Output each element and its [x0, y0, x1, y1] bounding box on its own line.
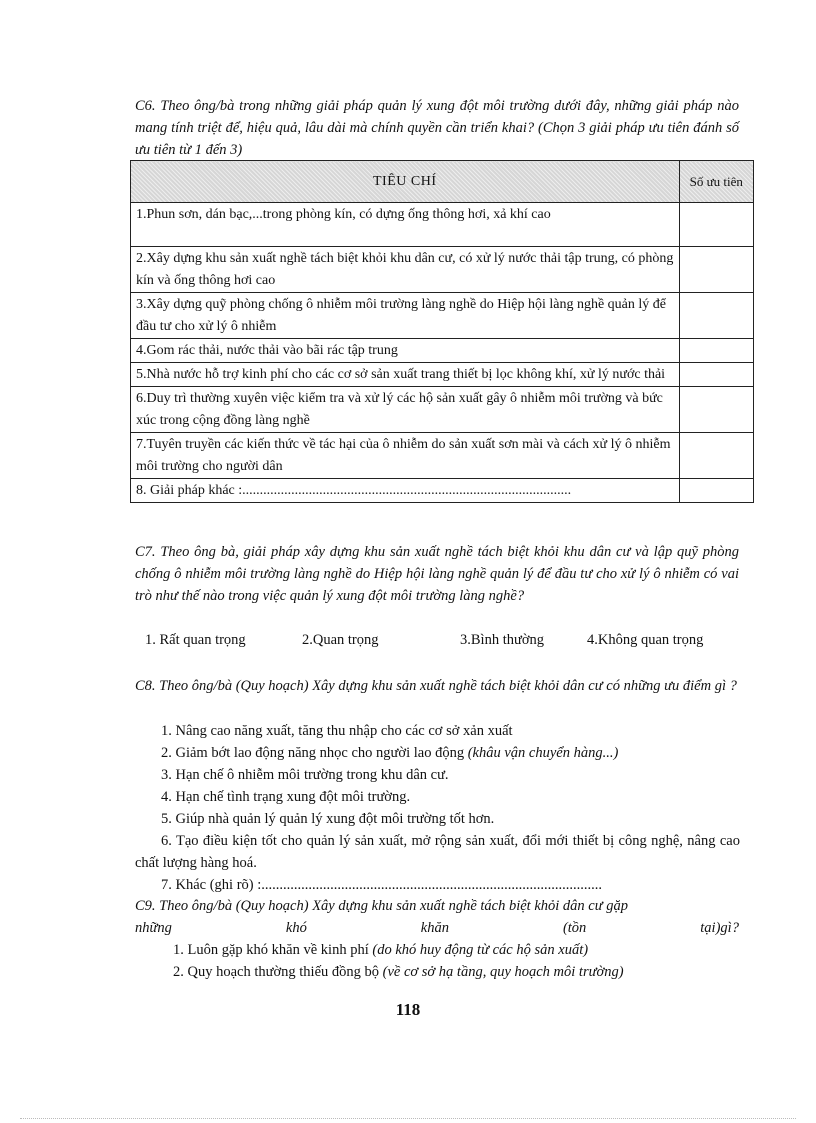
c9-word: tại)gì?	[700, 920, 739, 936]
criteria-cell: 1.Phun sơn, dán bạc,...trong phòng kín, có dựng ống thông hơi, xả khí cao	[131, 203, 680, 247]
c9-list	[135, 939, 740, 983]
item-text: 4. Hạn chế tình trạng xung đột môi trường.	[161, 789, 411, 805]
priority-cell[interactable]	[679, 339, 753, 363]
priority-cell[interactable]	[679, 247, 753, 293]
c9-line-2	[135, 917, 739, 939]
priority-cell[interactable]	[679, 363, 753, 387]
item-text: 6. Tạo điều kiện tốt cho quản lý sản xuất, mở rộng sản xuất, đổi mới thiết bị công nghệ, nâng cao chất lượng hàng hoá.	[135, 833, 740, 871]
option-1[interactable]: 1. Rất quan trọng	[145, 632, 246, 648]
question-c6: C6. Theo ông/bà trong những giải pháp quản lý xung đột môi trường dưới đây, những giải pháp nào mang tính triệt để, hiệu quả, lâu dài mà chính quyền cần triển khai? (Chọn 3 giải pháp ưu tiên đánh số ưu tiên từ 1 đến 3)	[135, 98, 739, 158]
c9-word: (tồn	[562, 920, 587, 936]
option-4[interactable]: 4.Không quan trọng	[587, 632, 704, 648]
c9-word: những	[135, 920, 172, 936]
item-text: 3. Hạn chế ô nhiễm môi trường trong khu dân cư.	[161, 767, 449, 783]
item-text: 1. Luôn gặp khó khăn về kinh phí	[173, 942, 373, 958]
list-item[interactable]	[135, 742, 740, 764]
list-item[interactable]	[135, 720, 740, 742]
criteria-table	[130, 160, 754, 503]
header-priority: Số ưu tiên	[679, 161, 753, 203]
item-text: 1. Nâng cao năng xuất, tăng thu nhập cho các cơ sở xản xuất	[161, 723, 513, 739]
list-item[interactable]	[135, 808, 740, 830]
table-row	[131, 387, 754, 433]
criteria-cell: 3.Xây dựng quỹ phòng chống ô nhiễm môi trường làng nghề do Hiệp hội làng nghề quản lý để đầu tư cho xử lý ô nhiễm	[131, 293, 680, 339]
item-note: (về cơ sở hạ tầng, quy hoạch môi trường)	[382, 964, 624, 980]
criteria-cell: 7.Tuyên truyền các kiến thức về tác hại của ô nhiễm do sản xuất sơn mài và cách xử lý ô nhiễm môi trường cho người dân	[131, 433, 680, 479]
c9-line-1: C9. Theo ông/bà (Quy hoạch) Xây dựng khu sản xuất nghề tách biệt khỏi dân cư gặp	[135, 898, 629, 914]
item-note: (khâu vận chuyển hàng...)	[467, 745, 619, 761]
item-note: (do khó huy động từ các hộ sản xuất)	[372, 942, 589, 958]
option-2[interactable]: 2.Quan trọng	[302, 632, 379, 648]
table-row	[131, 339, 754, 363]
priority-cell[interactable]	[679, 293, 753, 339]
c8-list	[135, 720, 740, 896]
table-row	[131, 293, 754, 339]
question-c8: C8. Theo ông/bà (Quy hoạch) Xây dựng khu sản xuất nghề tách biệt khỏi dân cư có những ưu điểm gì ?	[135, 678, 737, 694]
list-item[interactable]	[135, 764, 740, 786]
question-c9	[135, 895, 739, 939]
criteria-cell: 8. Giải pháp khác :..............................................................................................	[131, 479, 680, 503]
list-item[interactable]	[135, 786, 740, 808]
table-row	[131, 203, 754, 247]
question-c7: C7. Theo ông bà, giải pháp xây dựng khu sản xuất nghề tách biệt khỏi khu dân cư và lập quỹ phòng chống ô nhiễm môi trường làng nghề do Hiệp hội làng nghề quản lý để đầu tư cho xử lý ô nhiễm có vai trò như thế nào trong việc quản lý xung đột môi trường làng nghề?	[135, 544, 739, 604]
list-item[interactable]	[135, 939, 740, 961]
item-text: 2. Giảm bớt lao động năng nhọc cho người lao động	[161, 745, 468, 761]
c9-word: khó	[285, 920, 307, 936]
criteria-cell: 4.Gom rác thải, nước thải vào bãi rác tập trung	[131, 339, 680, 363]
option-3[interactable]: 3.Bình thường	[460, 632, 545, 648]
priority-cell[interactable]	[679, 433, 753, 479]
criteria-cell: 5.Nhà nước hỗ trợ kinh phí cho các cơ sở sản xuất trang thiết bị lọc không khí, xử lý nước thải	[131, 363, 680, 387]
criteria-cell: 2.Xây dựng khu sản xuất nghề tách biệt khỏi khu dân cư, có xử lý nước thải tập trung, có phòng kín và ống thông hơi cao	[131, 247, 680, 293]
priority-cell[interactable]	[679, 479, 753, 503]
priority-cell[interactable]	[679, 387, 753, 433]
page-number: 118	[395, 1000, 421, 1019]
list-item[interactable]	[135, 874, 740, 896]
item-text: 2. Quy hoạch thường thiếu đồng bộ	[173, 964, 383, 980]
c9-word: khăn	[420, 920, 449, 936]
table-row	[131, 479, 754, 503]
criteria-cell: 6.Duy trì thường xuyên việc kiểm tra và xử lý các hộ sản xuất gây ô nhiễm môi trường và bức xúc trong cộng đồng làng nghề	[131, 387, 680, 433]
priority-cell[interactable]	[679, 203, 753, 247]
table-row	[131, 247, 754, 293]
table-row	[131, 433, 754, 479]
header-criteria: TIÊU CHÍ	[131, 161, 680, 203]
table-row	[131, 363, 754, 387]
item-text: 5. Giúp nhà quản lý quản lý xung đột môi trường tốt hơn.	[161, 811, 495, 827]
list-item[interactable]	[135, 830, 740, 874]
list-item[interactable]	[135, 961, 740, 983]
page-divider	[20, 1118, 796, 1119]
item-text: 7. Khác (ghi rõ) :..............................................................................................	[161, 877, 603, 893]
table-header-row	[131, 161, 754, 203]
